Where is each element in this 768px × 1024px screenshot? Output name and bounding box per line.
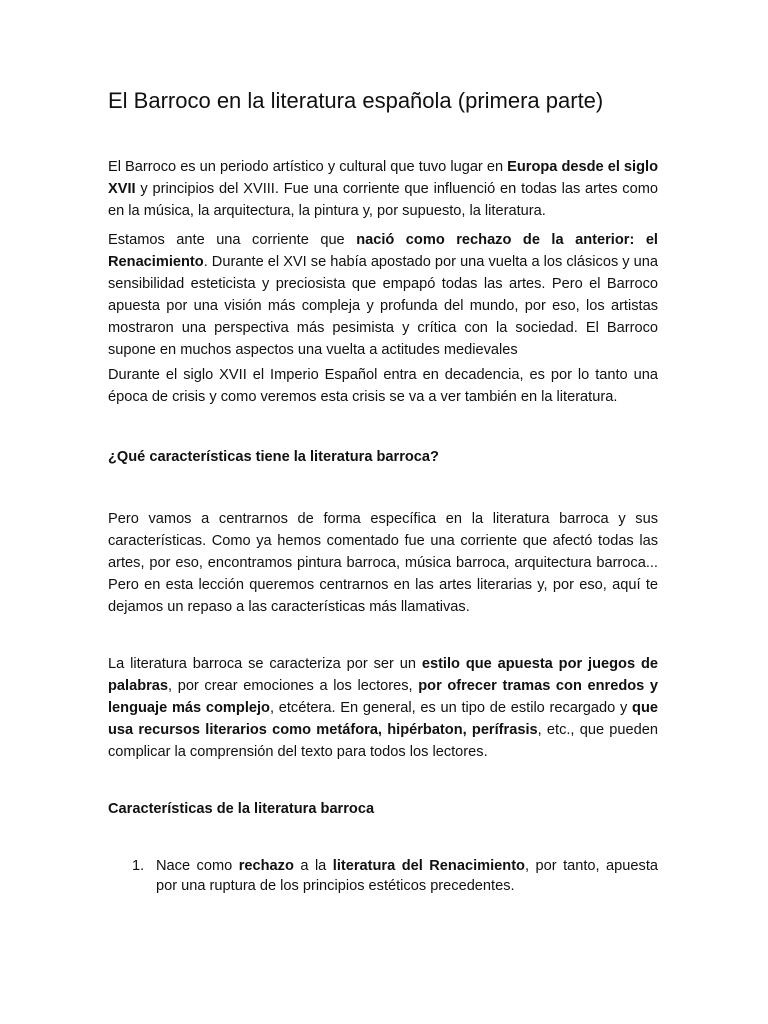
list-text: , por tanto, apuesta por una ruptura de los principios estéticos precedentes. (156, 858, 658, 894)
bold-text: estilo que apuesta por juegos de palabras (108, 656, 658, 694)
list-number: 1. (132, 858, 145, 874)
bold-text: Europa desde el siglo XVII (108, 159, 658, 197)
bold-text: rechazo (238, 858, 294, 874)
paragraph-centrarnos: Pero vamos a centrarnos de forma específica en la literatura barroca y sus características. Como ya hemos comentado fue una corriente que afectó todas las artes, por eso, encontramos pintura barroca, música barroca, arquitectura barroca... Pero en esta lección queremos centrarnos en las artes literarias y, por eso, aquí te dejamos un repaso a las características más llamativas. (108, 511, 658, 615)
paragraph-text: y principios del XVIII. Fue una corriente que influenció en todas las artes como en la música, la arquitectura, la pintura y, por supuesto, la literatura. (108, 181, 658, 219)
paragraph-text: . Durante el XVI se había apostado por una vuelta a los clásicos y una sensibilidad esteticista y preciosista que empapó todas las artes. Pero el Barroco apuesta por una visión más compleja y profunda del mundo, por eso, los artistas mostraron una perspectiva más pesimista y crítica con la sociedad. El Barroco supone en muchos aspectos una vuelta a actitudes medievales (108, 254, 659, 358)
paragraph-text: El Barroco es un periodo artístico y cultural que tuvo lugar en (108, 159, 508, 175)
bold-text: nació como rechazo de la anterior: el Renacimiento (108, 232, 658, 270)
paragraph-decadencia: Durante el siglo XVII el Imperio Español entra en decadencia, es por lo tanto una época de crisis y como veremos esta crisis se va a ver también en la literatura. (108, 367, 658, 405)
bold-text: por ofrecer tramas con enredos y lenguaje más complejo (108, 678, 658, 716)
list-text: a la (293, 858, 333, 874)
paragraph-text: La literatura barroca se caracteriza por ser un (108, 656, 422, 672)
paragraph-text: , etcétera. En general, es un tipo de estilo recargado y (269, 700, 633, 716)
list-text: Nace como (156, 858, 239, 874)
paragraph-text: Estamos ante una corriente que (108, 232, 357, 248)
bold-text: literatura del Renacimiento (332, 858, 525, 874)
paragraph-text: , por crear emociones a los lectores, (168, 678, 419, 694)
bold-text: que usa recursos literarios como metáfora, hipérbaton, perífrasis (108, 700, 658, 738)
characteristics-list (108, 856, 658, 896)
paragraph-estilo (108, 653, 658, 763)
paragraph-renacimiento (108, 229, 658, 361)
document-title: El Barroco en la literatura española (primera parte) (108, 88, 604, 113)
section-heading-lista: Características de la literatura barroca (108, 801, 375, 817)
paragraph-text: , etc., que pueden complicar la comprensión del texto para todos los lectores. (108, 722, 658, 760)
list-item (108, 856, 658, 896)
paragraph-intro (108, 156, 658, 222)
section-heading-caracteristicas: ¿Qué características tiene la literatura barroca? (108, 449, 439, 465)
